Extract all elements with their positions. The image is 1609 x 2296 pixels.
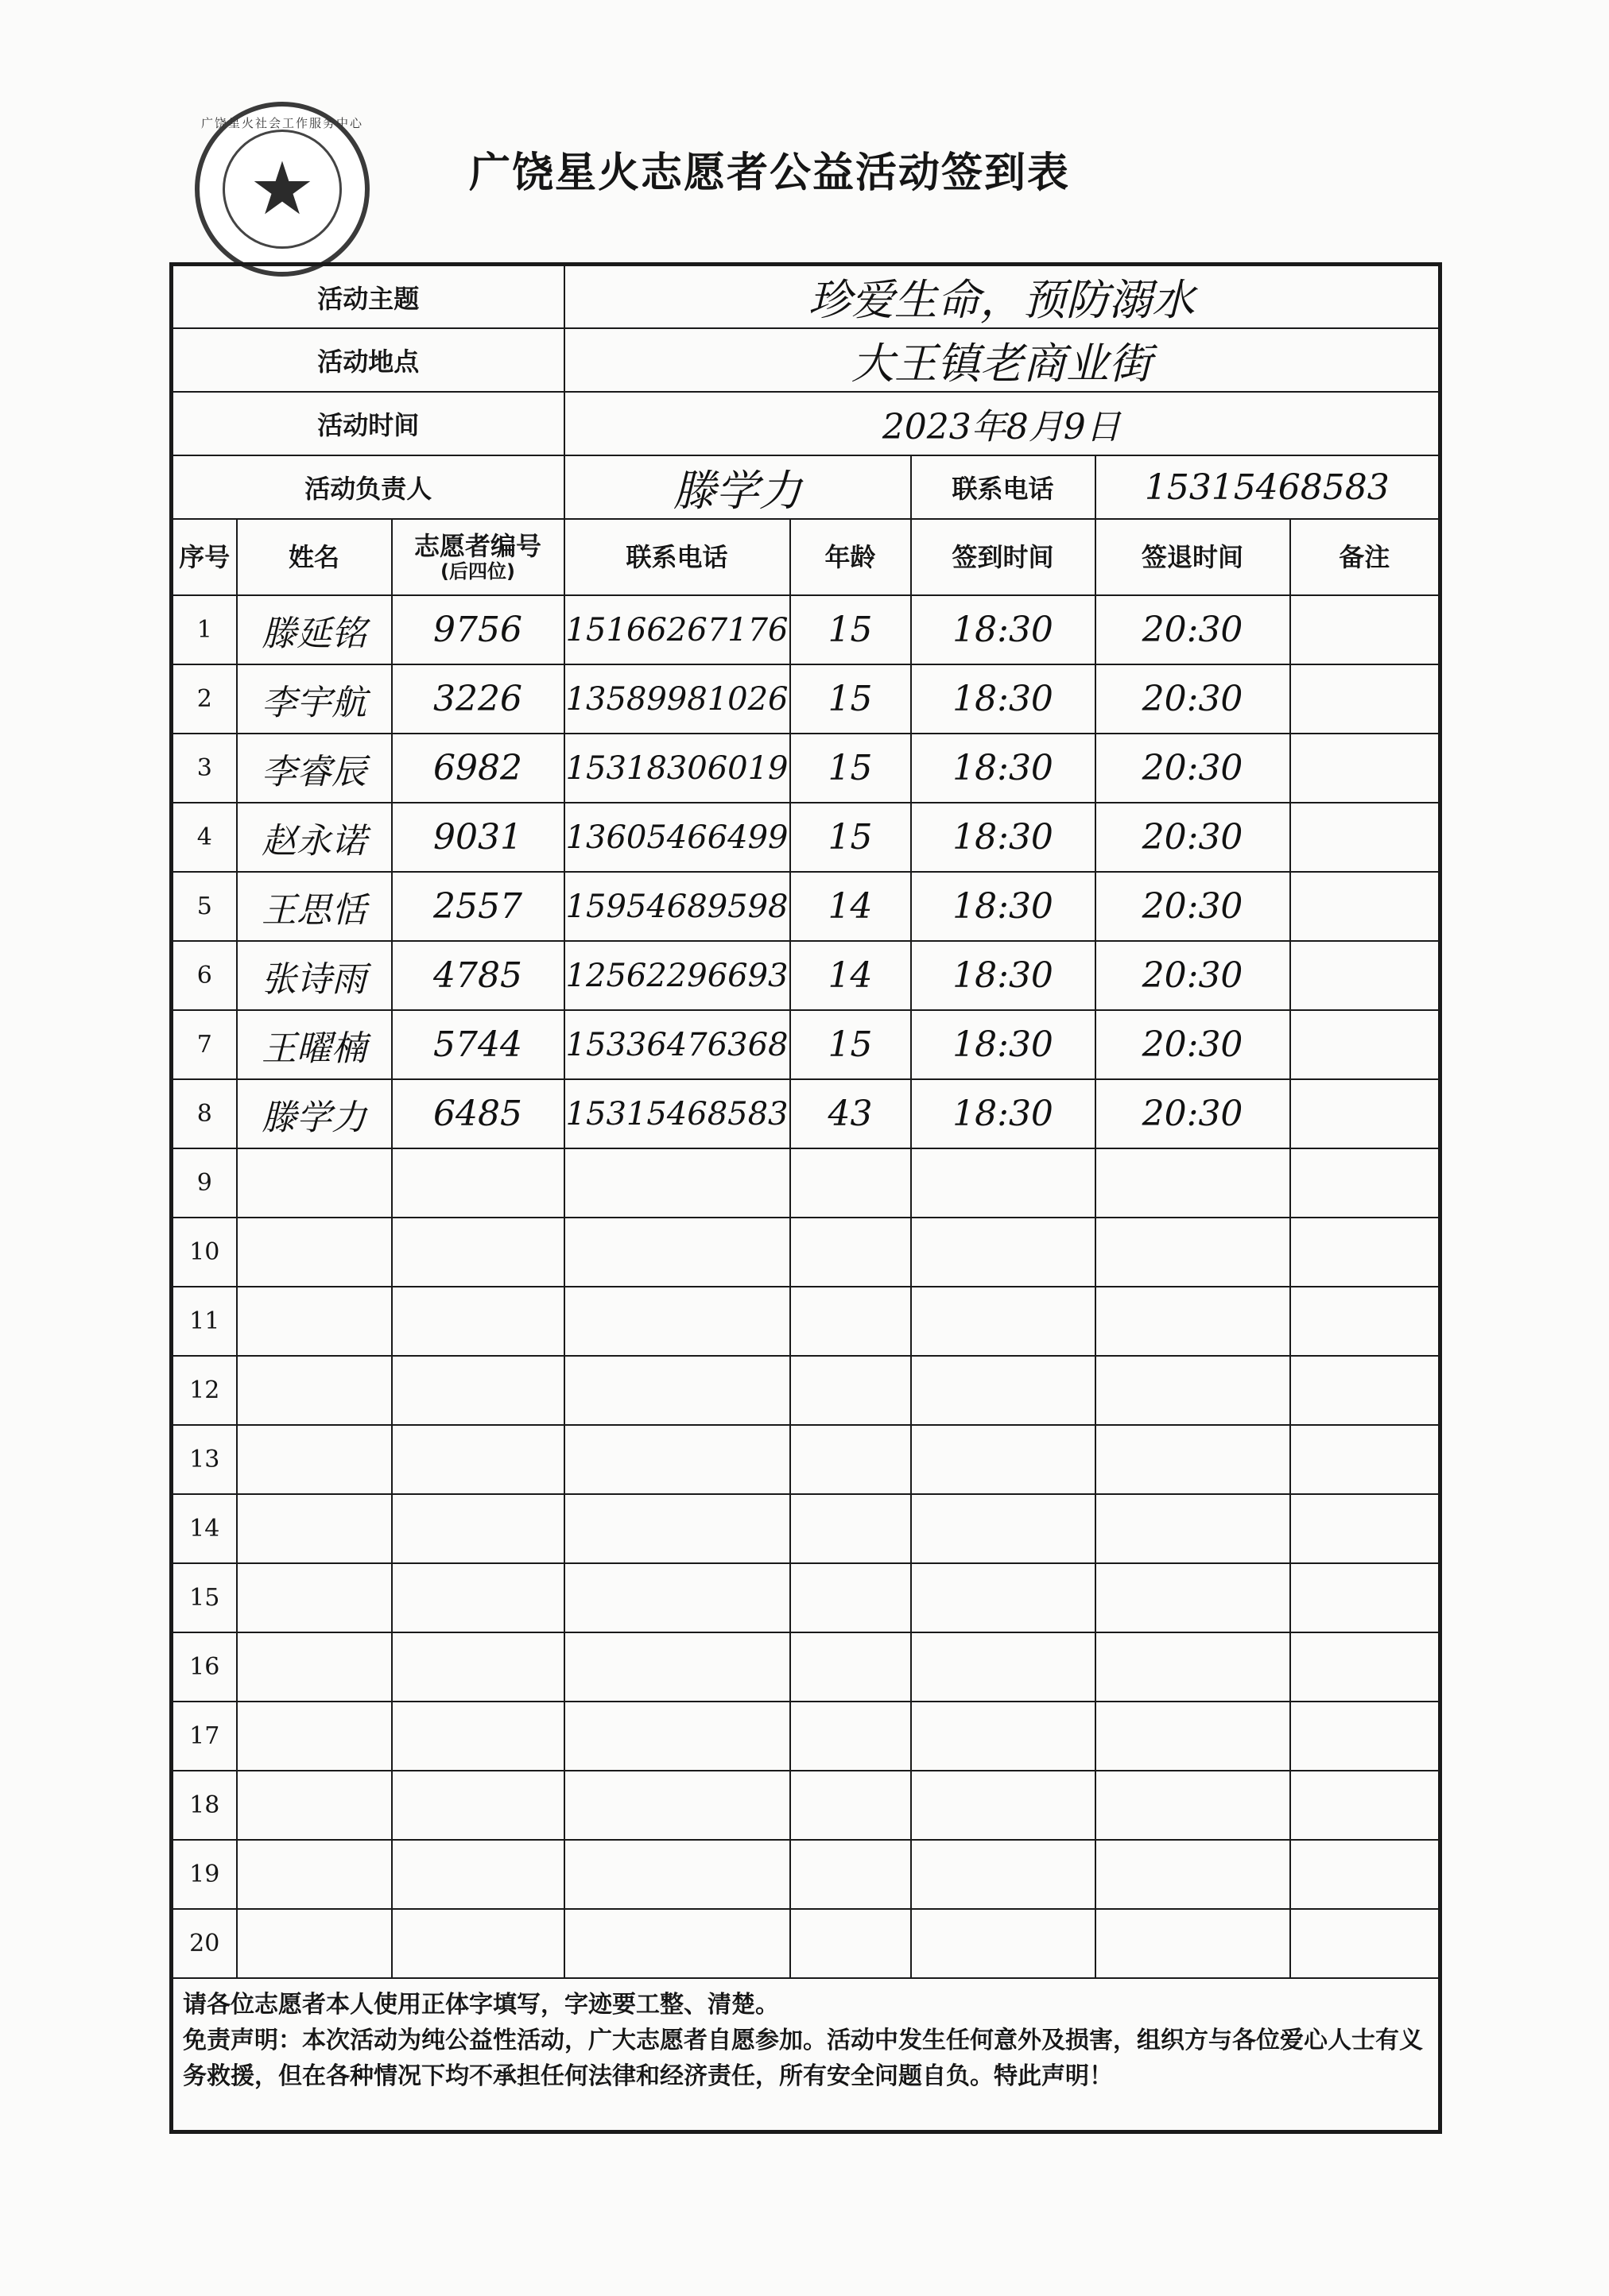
row-seq: 11 [172, 1287, 237, 1356]
row-seq: 15 [172, 1563, 237, 1632]
table-row [172, 1840, 1440, 1909]
col-phone: 联系电话 [564, 519, 790, 595]
col-age: 年龄 [790, 519, 911, 595]
row-name[interactable]: 赵永诺 [237, 803, 392, 872]
row-volunteer-id[interactable] [392, 1148, 564, 1218]
row-checkin[interactable] [911, 1563, 1095, 1632]
sign-in-table [169, 262, 1442, 2134]
row-checkout[interactable]: 20:30 [1095, 803, 1290, 872]
row-phone[interactable]: 13589981026 [564, 664, 790, 734]
table-row [172, 664, 1440, 734]
row-name[interactable] [237, 1563, 392, 1632]
row-phone[interactable] [564, 1356, 790, 1425]
row-checkout[interactable] [1095, 1840, 1290, 1909]
row-remark[interactable] [1290, 1148, 1440, 1218]
row-volunteer-id[interactable] [392, 1356, 564, 1425]
table-row [172, 734, 1440, 803]
row-seq: 10 [172, 1218, 237, 1287]
row-seq: 16 [172, 1632, 237, 1702]
row-volunteer-id[interactable]: 2557 [392, 872, 564, 941]
organization-logo [195, 102, 370, 277]
row-age[interactable] [790, 1909, 911, 1978]
row-checkout[interactable]: 20:30 [1095, 734, 1290, 803]
row-checkin[interactable]: 18:30 [911, 664, 1095, 734]
row-volunteer-id[interactable]: 5744 [392, 1010, 564, 1079]
row-remark[interactable] [1290, 941, 1440, 1010]
row-seq: 12 [172, 1356, 237, 1425]
row-name[interactable] [237, 1356, 392, 1425]
row-volunteer-id[interactable] [392, 1771, 564, 1840]
row-phone[interactable] [564, 1632, 790, 1702]
row-volunteer-id[interactable]: 6982 [392, 734, 564, 803]
row-checkin[interactable] [911, 1702, 1095, 1771]
row-seq: 9 [172, 1148, 237, 1218]
fill-instruction: 请各位志愿者本人使用正体字填写，字迹要工整、清楚。 [183, 1991, 779, 2019]
row-remark[interactable] [1290, 872, 1440, 941]
row-checkout[interactable] [1095, 1494, 1290, 1563]
row-name[interactable]: 滕延铭 [237, 595, 392, 664]
row-phone[interactable] [564, 1494, 790, 1563]
row-remark[interactable] [1290, 1494, 1440, 1563]
row-remark[interactable] [1290, 1840, 1440, 1909]
row-age[interactable]: 14 [790, 941, 911, 1010]
footer-row [172, 1978, 1440, 2132]
table-row [172, 1148, 1440, 1218]
leader-label: 活动负责人 [172, 455, 564, 519]
row-checkin[interactable] [911, 1425, 1095, 1494]
table-row [172, 1079, 1440, 1148]
row-seq: 6 [172, 941, 237, 1010]
row-volunteer-id[interactable] [392, 1494, 564, 1563]
row-age[interactable] [790, 1632, 911, 1702]
row-phone[interactable] [564, 1218, 790, 1287]
row-volunteer-id[interactable] [392, 1909, 564, 1978]
row-seq: 17 [172, 1702, 237, 1771]
table-row [172, 595, 1440, 664]
leader-value[interactable]: 滕学力 [564, 455, 911, 519]
row-volunteer-id[interactable]: 6485 [392, 1079, 564, 1148]
row-age[interactable] [790, 1494, 911, 1563]
row-checkout[interactable] [1095, 1702, 1290, 1771]
row-name[interactable] [237, 1909, 392, 1978]
row-checkin[interactable]: 18:30 [911, 734, 1095, 803]
row-checkout[interactable]: 20:30 [1095, 1079, 1290, 1148]
row-remark[interactable] [1290, 1010, 1440, 1079]
row-name[interactable] [237, 1148, 392, 1218]
row-volunteer-id[interactable]: 4785 [392, 941, 564, 1010]
row-seq: 18 [172, 1771, 237, 1840]
time-label: 活动时间 [172, 392, 564, 455]
col-seq: 序号 [172, 519, 237, 595]
row-age[interactable] [790, 1425, 911, 1494]
row-age[interactable] [790, 1218, 911, 1287]
table-row [172, 1632, 1440, 1702]
row-checkin[interactable] [911, 1632, 1095, 1702]
theme-label: 活动主题 [172, 265, 564, 329]
place-value[interactable]: 大王镇老商业街 [564, 328, 1440, 392]
row-volunteer-id[interactable] [392, 1287, 564, 1356]
row-name[interactable] [237, 1287, 392, 1356]
row-seq: 2 [172, 664, 237, 734]
row-seq: 5 [172, 872, 237, 941]
row-seq: 14 [172, 1494, 237, 1563]
row-checkout[interactable]: 20:30 [1095, 664, 1290, 734]
row-name[interactable]: 李睿辰 [237, 734, 392, 803]
col-volunteer-id [392, 519, 564, 595]
row-remark[interactable] [1290, 1425, 1440, 1494]
row-seq: 8 [172, 1079, 237, 1148]
row-remark[interactable] [1290, 803, 1440, 872]
row-age[interactable] [790, 1563, 911, 1632]
row-phone[interactable]: 15318306019 [564, 734, 790, 803]
row-seq: 19 [172, 1840, 237, 1909]
row-phone[interactable] [564, 1702, 790, 1771]
theme-value[interactable]: 珍爱生命，预防溺水 [564, 265, 1440, 329]
leader-phone-label: 联系电话 [911, 455, 1095, 519]
row-phone[interactable]: 15336476368 [564, 1010, 790, 1079]
row-age[interactable] [790, 1148, 911, 1218]
row-volunteer-id[interactable] [392, 1425, 564, 1494]
row-name[interactable] [237, 1840, 392, 1909]
row-age[interactable] [790, 1771, 911, 1840]
column-header-row [172, 519, 1440, 595]
row-volunteer-id[interactable]: 9031 [392, 803, 564, 872]
row-checkin[interactable] [911, 1287, 1095, 1356]
row-seq: 7 [172, 1010, 237, 1079]
row-volunteer-id[interactable] [392, 1218, 564, 1287]
footer-notes [172, 1978, 1440, 2132]
row-remark[interactable] [1290, 1909, 1440, 1978]
row-name[interactable]: 李宇航 [237, 664, 392, 734]
table-row [172, 1563, 1440, 1632]
row-name[interactable] [237, 1702, 392, 1771]
row-seq: 1 [172, 595, 237, 664]
col-remark: 备注 [1290, 519, 1440, 595]
row-age[interactable] [790, 1840, 911, 1909]
row-phone[interactable] [564, 1425, 790, 1494]
table-row [172, 1010, 1440, 1079]
row-checkout[interactable] [1095, 1287, 1290, 1356]
row-phone[interactable]: 13605466499 [564, 803, 790, 872]
row-checkout[interactable]: 20:30 [1095, 941, 1290, 1010]
row-checkout[interactable] [1095, 1909, 1290, 1978]
row-checkin[interactable] [911, 1494, 1095, 1563]
row-seq: 20 [172, 1909, 237, 1978]
row-name[interactable] [237, 1218, 392, 1287]
row-name[interactable]: 王曜楠 [237, 1010, 392, 1079]
disclaimer: 免责声明：本次活动为纯公益性活动，广大志愿者自愿参加。活动中发生任何意外及损害，组织方与各位爱心人士有义务救援，但在各种情况下均不承担任何法律和经济责任，所有安全问题自负。特此声明！ [183, 2027, 1423, 2090]
table-row [172, 1356, 1440, 1425]
row-phone[interactable]: 15166267176 [564, 595, 790, 664]
col-checkin: 签到时间 [911, 519, 1095, 595]
row-seq: 4 [172, 803, 237, 872]
row-seq: 13 [172, 1425, 237, 1494]
row-checkin[interactable]: 18:30 [911, 872, 1095, 941]
table-row [172, 1494, 1440, 1563]
row-seq: 3 [172, 734, 237, 803]
table-row [172, 1702, 1440, 1771]
row-remark[interactable] [1290, 734, 1440, 803]
row-checkout[interactable] [1095, 1356, 1290, 1425]
row-age[interactable] [790, 1356, 911, 1425]
row-remark[interactable] [1290, 595, 1440, 664]
row-volunteer-id[interactable] [392, 1632, 564, 1702]
row-checkin[interactable] [911, 1148, 1095, 1218]
row-remark[interactable] [1290, 1771, 1440, 1840]
row-name[interactable]: 张诗雨 [237, 941, 392, 1010]
row-remark[interactable] [1290, 1702, 1440, 1771]
row-phone[interactable] [564, 1909, 790, 1978]
row-remark[interactable] [1290, 1356, 1440, 1425]
row-phone[interactable] [564, 1148, 790, 1218]
place-row [172, 328, 1440, 392]
row-age[interactable]: 15 [790, 734, 911, 803]
leader-row [172, 455, 1440, 519]
table-row [172, 1218, 1440, 1287]
row-checkout[interactable]: 20:30 [1095, 1010, 1290, 1079]
row-remark[interactable] [1290, 1287, 1440, 1356]
row-remark[interactable] [1290, 1079, 1440, 1148]
row-volunteer-id[interactable] [392, 1563, 564, 1632]
row-checkout[interactable] [1095, 1632, 1290, 1702]
row-phone[interactable] [564, 1287, 790, 1356]
row-checkout[interactable]: 20:30 [1095, 595, 1290, 664]
row-age[interactable]: 15 [790, 595, 911, 664]
row-age[interactable]: 15 [790, 1010, 911, 1079]
row-checkin[interactable]: 18:30 [911, 1079, 1095, 1148]
row-checkout[interactable] [1095, 1563, 1290, 1632]
row-checkout[interactable] [1095, 1771, 1290, 1840]
row-checkout[interactable] [1095, 1148, 1290, 1218]
row-name[interactable] [237, 1425, 392, 1494]
leader-phone-value[interactable]: 15315468583 [1095, 455, 1440, 519]
row-checkin[interactable]: 18:30 [911, 595, 1095, 664]
row-phone[interactable] [564, 1771, 790, 1840]
row-checkin[interactable] [911, 1356, 1095, 1425]
row-volunteer-id[interactable] [392, 1840, 564, 1909]
row-age[interactable]: 43 [790, 1079, 911, 1148]
row-volunteer-id[interactable]: 3226 [392, 664, 564, 734]
row-age[interactable]: 15 [790, 664, 911, 734]
table-row [172, 1909, 1440, 1978]
row-checkin[interactable] [911, 1771, 1095, 1840]
place-label: 活动地点 [172, 328, 564, 392]
row-name[interactable]: 滕学力 [237, 1079, 392, 1148]
table-row [172, 1287, 1440, 1356]
row-phone[interactable]: 15315468583 [564, 1079, 790, 1148]
row-age[interactable]: 14 [790, 872, 911, 941]
row-checkin[interactable] [911, 1909, 1095, 1978]
row-name[interactable] [237, 1632, 392, 1702]
time-row [172, 392, 1440, 455]
row-checkin[interactable]: 18:30 [911, 1010, 1095, 1079]
row-phone[interactable]: 12562296693 [564, 941, 790, 1010]
logo-emblem [223, 130, 342, 249]
table-row [172, 872, 1440, 941]
table-row [172, 803, 1440, 872]
logo-ring-text: 广饶星火社会工作服务中心 [200, 116, 363, 130]
document-title: 广饶星火志愿者公益活动签到表 [469, 149, 1071, 197]
table-row [172, 1771, 1440, 1840]
row-age[interactable] [790, 1287, 911, 1356]
row-remark[interactable] [1290, 664, 1440, 734]
row-name[interactable] [237, 1771, 392, 1840]
table-row [172, 1425, 1440, 1494]
row-remark[interactable] [1290, 1632, 1440, 1702]
row-volunteer-id[interactable]: 9756 [392, 595, 564, 664]
table-row [172, 941, 1440, 1010]
row-remark[interactable] [1290, 1218, 1440, 1287]
row-phone[interactable] [564, 1840, 790, 1909]
star-icon: ★ [249, 146, 316, 231]
row-remark[interactable] [1290, 1563, 1440, 1632]
row-checkout[interactable] [1095, 1218, 1290, 1287]
row-checkin[interactable]: 18:30 [911, 803, 1095, 872]
row-checkout[interactable] [1095, 1425, 1290, 1494]
row-age[interactable] [790, 1702, 911, 1771]
row-checkout[interactable]: 20:30 [1095, 872, 1290, 941]
theme-row [172, 265, 1440, 329]
time-value[interactable]: 2023年8月9日 [564, 392, 1440, 455]
row-volunteer-id[interactable] [392, 1702, 564, 1771]
col-checkout: 签退时间 [1095, 519, 1290, 595]
col-volunteer-id-label: 志愿者编号 [414, 530, 542, 561]
row-name[interactable]: 王思恬 [237, 872, 392, 941]
row-checkin[interactable]: 18:30 [911, 941, 1095, 1010]
row-checkin[interactable] [911, 1218, 1095, 1287]
col-name: 姓名 [237, 519, 392, 595]
row-phone[interactable]: 15954689598 [564, 872, 790, 941]
row-name[interactable] [237, 1494, 392, 1563]
col-volunteer-id-sub: (后四位) [440, 559, 515, 583]
row-checkin[interactable] [911, 1840, 1095, 1909]
row-phone[interactable] [564, 1563, 790, 1632]
row-age[interactable]: 15 [790, 803, 911, 872]
